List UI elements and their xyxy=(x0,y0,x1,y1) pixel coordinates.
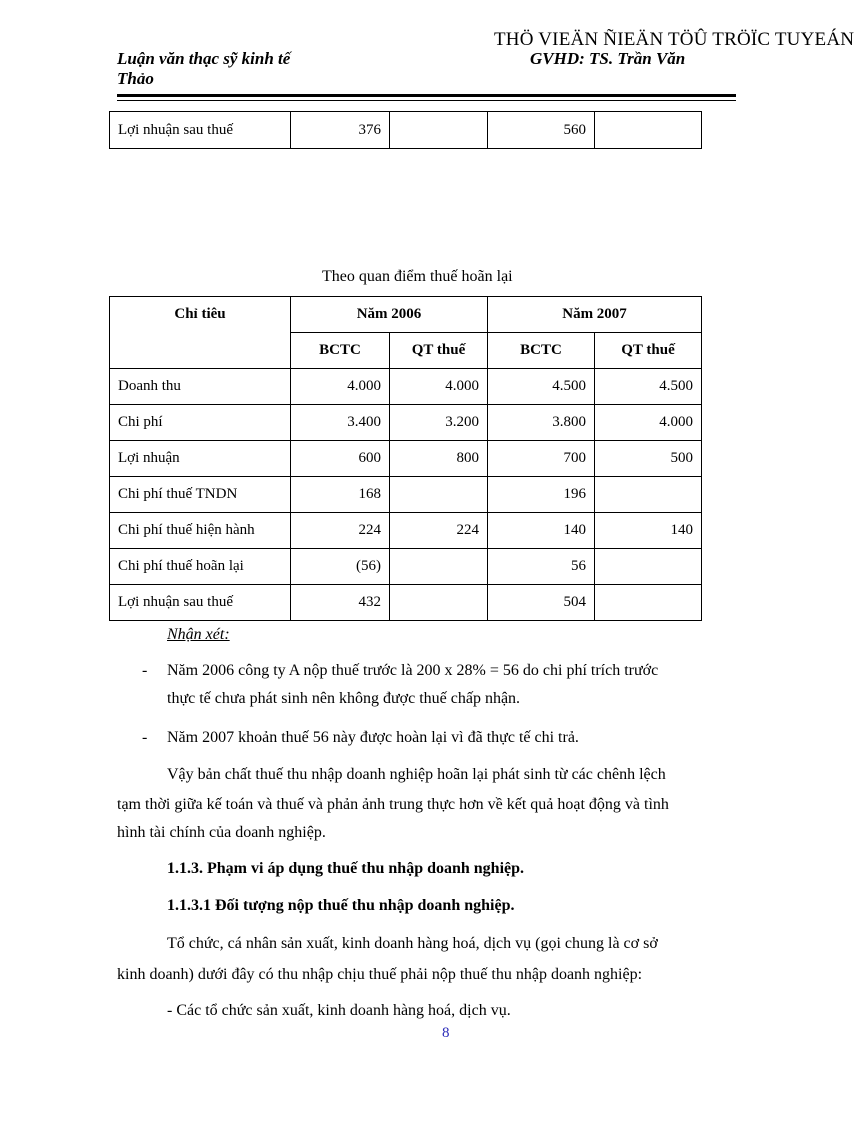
cell-value: 140 xyxy=(595,513,702,549)
table-top-continuation xyxy=(109,111,702,149)
cell-value: 560 xyxy=(488,112,595,149)
row-label: Lợi nhuận sau thuế xyxy=(110,585,291,621)
table-row xyxy=(110,112,702,149)
cell-value xyxy=(595,585,702,621)
table-row xyxy=(110,405,702,441)
bullet2-text: Năm 2007 khoản thuế 56 này được hoàn lại vì đã thực tế chi trả. xyxy=(167,729,579,746)
header-advisor: GVHD: TS. Trần Văn xyxy=(530,49,686,68)
cell-value: 800 xyxy=(390,441,488,477)
subheader-cell: BCTC xyxy=(488,333,595,369)
table-header-row xyxy=(110,297,702,333)
header-rule-thin xyxy=(117,100,736,101)
table-row xyxy=(110,585,702,621)
header-thesis-title-cont: Thảo xyxy=(117,69,154,88)
paragraph1-line1: Vậy bản chất thuế thu nhập doanh nghiệp hoãn lại phát sinh từ các chênh lệch xyxy=(167,766,666,783)
bullet1-line2: thực tế chưa phát sinh nên không được thuế chấp nhận. xyxy=(167,690,521,707)
cell-value xyxy=(595,549,702,585)
row-label: Doanh thu xyxy=(110,369,291,405)
table-row xyxy=(110,513,702,549)
cell-value: 3.800 xyxy=(488,405,595,441)
row-label: Lợi nhuận sau thuế xyxy=(110,112,291,149)
cell-value: 140 xyxy=(488,513,595,549)
cell-value: 600 xyxy=(291,441,390,477)
cell-value: 4.500 xyxy=(488,369,595,405)
cell-value xyxy=(390,477,488,513)
table-caption: Theo quan điểm thuế hoãn lại xyxy=(322,268,513,285)
table-row xyxy=(110,477,702,513)
row-label: Lợi nhuận xyxy=(110,441,291,477)
cell-value: 56 xyxy=(488,549,595,585)
paragraph2-line1: Tổ chức, cá nhân sản xuất, kinh doanh hàng hoá, dịch vụ (gọi chung là cơ sở xyxy=(167,935,658,952)
cell-value xyxy=(595,112,702,149)
cell-value xyxy=(595,477,702,513)
table-row xyxy=(110,549,702,585)
cell-value: 196 xyxy=(488,477,595,513)
cell-value: 376 xyxy=(291,112,390,149)
section-heading-1-1-3: 1.1.3. Phạm vi áp dụng thuế thu nhập doanh nghiệp. xyxy=(167,860,525,877)
cell-value xyxy=(390,112,488,149)
cell-value: 432 xyxy=(291,585,390,621)
bullet-dash: - xyxy=(142,662,148,679)
cell-value: (56) xyxy=(291,549,390,585)
row-label: Chi phí thuế hoãn lại xyxy=(110,549,291,585)
cell-value: 500 xyxy=(595,441,702,477)
cell-value: 504 xyxy=(488,585,595,621)
cell-value: 4.000 xyxy=(291,369,390,405)
row-label: Chi phí thuế TNDN xyxy=(110,477,291,513)
paragraph2-line2: kinh doanh) dưới đây có thu nhập chịu thuế phải nộp thuế thu nhập doanh nghiệp: xyxy=(117,966,643,983)
bullet-dash: - xyxy=(142,729,148,746)
table-row xyxy=(110,369,702,405)
cell-value: 4.000 xyxy=(390,369,488,405)
subheader-cell: BCTC xyxy=(291,333,390,369)
cell-value: 168 xyxy=(291,477,390,513)
cell-value: 4.500 xyxy=(595,369,702,405)
table-deferred-tax xyxy=(109,296,702,621)
header-thesis-title: Luận văn thạc sỹ kinh tế xyxy=(117,49,291,68)
cell-value xyxy=(390,585,488,621)
page-number: 8 xyxy=(442,1025,450,1041)
subheader-cell: QT thuế xyxy=(390,333,488,369)
paragraph1-line2: tạm thời giữa kế toán và thuế và phản ảnh trung thực hơn về kết quả hoạt động và tình xyxy=(117,796,669,813)
cell-value xyxy=(390,549,488,585)
section-heading-1-1-3-1: 1.1.3.1 Đối tượng nộp thuế thu nhập doanh nghiệp. xyxy=(167,897,515,914)
header-year-2007: Năm 2007 xyxy=(488,297,702,333)
remarks-heading: Nhận xét: xyxy=(167,626,230,643)
paragraph3: - Các tổ chức sản xuất, kinh doanh hàng hoá, dịch vụ. xyxy=(167,1002,511,1019)
cell-value: 3.200 xyxy=(390,405,488,441)
header-year-2006: Năm 2006 xyxy=(291,297,488,333)
cell-value: 700 xyxy=(488,441,595,477)
bullet1-line1: Năm 2006 công ty A nộp thuế trước là 200 x 28% = 56 do chi phí trích trước xyxy=(167,662,659,679)
paragraph1-line3: hình tài chính của doanh nghiệp. xyxy=(117,824,326,841)
watermark-text: THÖ VIEÄN ÑIEÄN TÖÛ TRÖÏC TUYEÁN xyxy=(494,29,854,50)
table-row xyxy=(110,441,702,477)
header-rule-thick xyxy=(117,94,736,97)
subheader-cell: QT thuế xyxy=(595,333,702,369)
row-label: Chi phí xyxy=(110,405,291,441)
header-chitieu: Chỉ tiêu xyxy=(110,297,291,369)
row-label: Chi phí thuế hiện hành xyxy=(110,513,291,549)
cell-value: 3.400 xyxy=(291,405,390,441)
cell-value: 224 xyxy=(291,513,390,549)
cell-value: 4.000 xyxy=(595,405,702,441)
cell-value: 224 xyxy=(390,513,488,549)
